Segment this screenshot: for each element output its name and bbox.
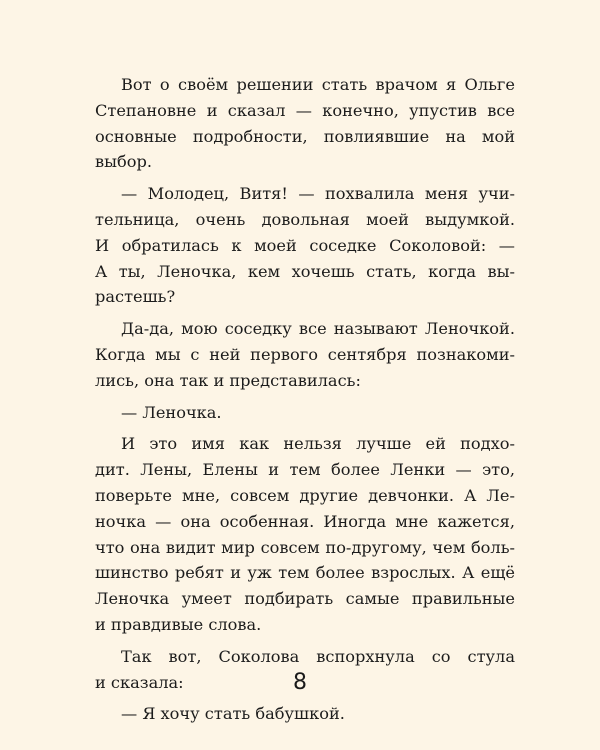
text-line: А ты, Леночка, кем хочешь стать, когда вы-: [95, 261, 515, 281]
text-line: растешь?: [95, 287, 176, 307]
text-line: основные подробности, повлиявшие на мой: [95, 126, 515, 146]
text-line: и правдивые слова.: [95, 614, 262, 634]
text-line: Так вот, Соколова вспорхнула со стула: [121, 646, 515, 666]
text-line: лись, она так и представилась:: [95, 370, 361, 390]
text-line: Да-да, мою соседку все называют Леночкой.: [121, 319, 515, 339]
text-line: — Я хочу стать бабушкой.: [121, 704, 345, 724]
text-line: Степановне и сказал — конечно, упустив все: [95, 100, 515, 120]
paragraph: [95, 431, 515, 637]
page-number: 8: [293, 670, 307, 695]
text-line: И обратилась к моей соседке Соколовой: —: [95, 235, 515, 255]
text-line: ночка — она особенная. Иногда мне кажется,: [95, 511, 515, 531]
text-line: поверьте мне, совсем другие девчонки. А Ле-: [95, 485, 515, 505]
paragraph: [95, 316, 515, 393]
text-line: Вот о своём решении стать врачом я Ольге: [121, 75, 515, 94]
page-text: [95, 72, 515, 733]
paragraph: [95, 181, 515, 310]
text-line: и сказала:: [95, 672, 184, 692]
paragraph: [95, 72, 515, 175]
text-line: Когда мы с ней первого сентября познакоми-: [95, 344, 515, 364]
text-line: — Молодец, Витя! — похвалила меня учи-: [121, 184, 515, 204]
text-line: что она видит мир совсем по-другому, чем боль-: [95, 537, 515, 557]
text-line: тельница, очень довольная моей выдумкой.: [95, 209, 515, 229]
text-line: выбор.: [95, 152, 152, 172]
text-line: — Леночка.: [121, 402, 222, 422]
text-line: шинство ребят и уж тем более взрослых. А ещё: [95, 563, 515, 583]
paragraph: [95, 400, 515, 426]
paragraph: [95, 701, 515, 727]
text-line: дит. Лены, Елены и тем более Ленки — это,: [95, 460, 515, 480]
text-line: И это имя как нельзя лучше ей подхо-: [121, 434, 515, 454]
text-line: Леночка умеет подбирать самые правильные: [95, 589, 515, 609]
